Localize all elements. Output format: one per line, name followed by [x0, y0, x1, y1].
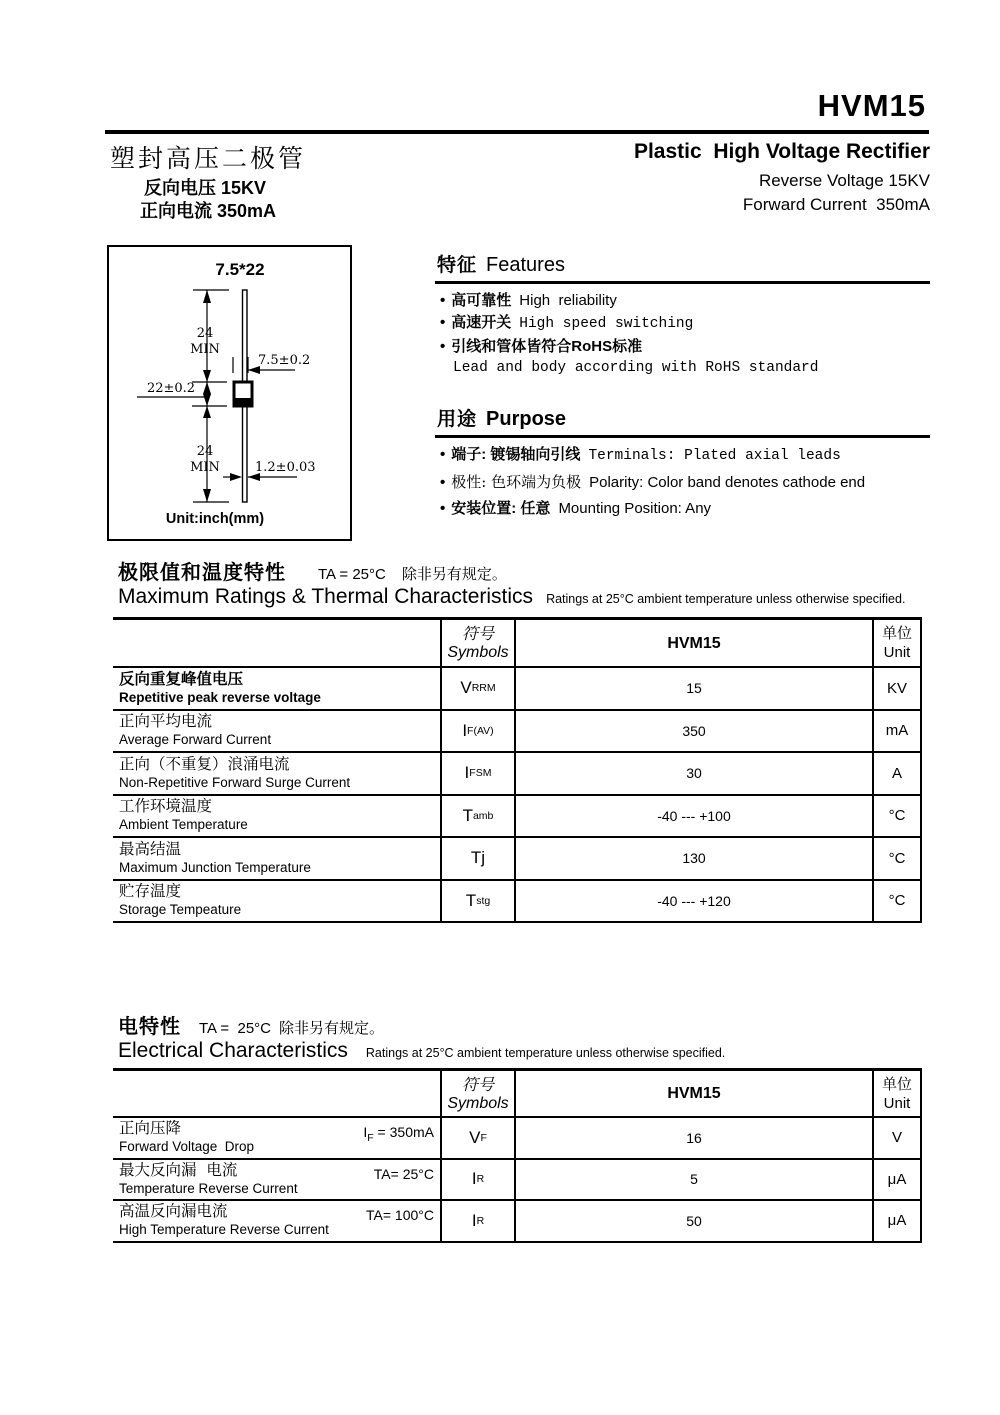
purpose-item: [440, 446, 930, 465]
symbol-cell: T stg: [440, 881, 514, 924]
purpose-section: [435, 404, 930, 526]
unit-cell: °C: [872, 796, 922, 839]
purpose-list: [435, 446, 930, 517]
bullet-icon: •: [440, 314, 446, 331]
value-cell: 350: [514, 711, 872, 754]
header-rule: [105, 130, 929, 134]
bullet-icon: •: [440, 446, 446, 463]
part-number: HVM15: [817, 88, 926, 123]
features-heading-en: Features: [486, 254, 565, 276]
max-ratings-condition-note: 除非另有规定。: [401, 565, 507, 583]
symbol-cell: I R: [440, 1160, 514, 1202]
arrow-down-bodybottom: [203, 394, 211, 406]
header-symbols-cell: [440, 1071, 514, 1118]
unit-cell: mA: [872, 711, 922, 754]
top-min-label: MIN: [190, 342, 220, 357]
bullet-icon: •: [440, 292, 446, 309]
symbols-header-en: Symbols: [447, 644, 509, 661]
feature-item: [440, 314, 930, 333]
symbol-cell: T amb: [440, 796, 514, 839]
package-diagram-svg: [109, 247, 346, 535]
unit-header-en: Unit: [883, 644, 911, 661]
purpose-en: Terminals: Plated axial leads: [588, 448, 841, 464]
feature-zh: 高可靠性: [451, 292, 512, 309]
unit-note: Unit:inch(mm): [165, 511, 265, 527]
body-length-label: 22±0.2: [146, 381, 196, 396]
purpose-en: Polarity: Color band denotes cathode end: [589, 474, 866, 491]
table-row-item: 正向平均电流 Average Forward Current: [113, 711, 440, 754]
features-section: [435, 250, 930, 376]
symbol-cell: I F(AV): [440, 711, 514, 754]
bottom-lead-length-label: 24: [196, 444, 214, 459]
value-cell: 5: [514, 1160, 872, 1202]
purpose-heading-zh: 用途: [437, 409, 478, 430]
package-diagram: [107, 245, 352, 541]
reverse-voltage-en: Reverse Voltage 15KV: [758, 171, 930, 190]
body-diameter-label: 7.5±0.2: [258, 353, 311, 368]
feature-item-continuation: Lead and body according with RoHS standard: [453, 360, 819, 376]
header-part-cell: [514, 620, 872, 668]
table-row-item: 正向（不重复）浪涌电流 Non-Repetitive Forward Surge Current: [113, 753, 440, 796]
purpose-item: [440, 474, 930, 491]
feature-item: [440, 292, 930, 309]
package-size-label: 7.5*22: [215, 260, 265, 279]
arrow-up-bodybottom: [203, 406, 211, 418]
title-zh: 塑封高压二极管: [110, 144, 307, 173]
feature-en: High reliability: [519, 292, 617, 309]
value-cell: -40 --- +120: [514, 881, 872, 924]
value-cell: 50: [514, 1201, 872, 1243]
feature-en: High speed switching: [519, 316, 694, 332]
max-ratings-table: [113, 617, 922, 923]
electrical-heading-zh: 电特性: [118, 1016, 181, 1038]
unit-cell: V: [872, 1118, 922, 1160]
purpose-heading-en: Purpose: [486, 408, 567, 430]
electrical-condition: TA = 25°C: [199, 1020, 272, 1037]
title-en: Plastic High Voltage Rectifier: [633, 140, 930, 163]
reverse-voltage-zh: 反向电压 15KV: [144, 178, 267, 198]
lead-dia-arrow-left: [230, 473, 242, 481]
test-condition: TA= 25°C: [373, 1165, 434, 1182]
unit-cell: μA: [872, 1160, 922, 1202]
max-ratings-heading-en-line: [118, 585, 905, 609]
table-row-item: 贮存温度 Storage Tempeature: [113, 881, 440, 924]
features-list: [435, 292, 930, 376]
table-row-item: 工作环境温度 Ambient Temperature: [113, 796, 440, 839]
table-row-item: 最高结温 Maximum Junction Temperature: [113, 838, 440, 881]
table-row-item: 反向重复峰值电压 Repetitive peak reverse voltage: [113, 668, 440, 711]
unit-header-zh: 单位: [881, 625, 912, 642]
symbol-cell: V RRM: [440, 668, 514, 711]
value-cell: 130: [514, 838, 872, 881]
symbol-cell: I FSM: [440, 753, 514, 796]
value-cell: -40 --- +100: [514, 796, 872, 839]
unit-cell: °C: [872, 881, 922, 924]
electrical-heading-en: Electrical Characteristics: [118, 1039, 348, 1062]
max-ratings-condition: TA = 25°C: [318, 566, 386, 583]
features-rule: [435, 281, 930, 284]
feature-zh: 高速开关: [451, 314, 512, 331]
header-symbols-cell: [440, 620, 514, 668]
feature-item: [440, 338, 930, 355]
part-header: HVM15: [667, 634, 721, 652]
part-header: HVM15: [667, 1085, 721, 1102]
purpose-item: [440, 500, 930, 517]
table-row-item: 高温反向漏电流 High Temperature Reverse Current TA= 100°C: [113, 1201, 440, 1243]
purpose-rule: [435, 435, 930, 438]
table-row-item: 正向压降 Forward Voltage Drop $I_F = 350mA$: [113, 1118, 440, 1160]
unit-header-en: Unit: [883, 1094, 911, 1112]
symbols-header-zh: 符号: [461, 624, 494, 643]
symbols-header-zh: 符号: [461, 1074, 494, 1094]
value-cell: 15: [514, 668, 872, 711]
cathode-band: [233, 398, 254, 406]
arrow-up-bodytop: [203, 382, 211, 394]
header-unit-cell: [872, 620, 922, 668]
bottom-min-label: MIN: [190, 460, 220, 475]
symbol-cell: V F: [440, 1118, 514, 1160]
electrical-condition-note: 除非另有规定。: [279, 1019, 385, 1037]
electrical-heading-en-line: [118, 1039, 725, 1063]
electrical-heading-zh-line: [118, 1010, 384, 1039]
purpose-heading: [435, 404, 930, 431]
bullet-icon: •: [440, 474, 446, 491]
symbol-cell: Tj: [440, 838, 514, 881]
forward-current-zh: 正向电流 350mA: [140, 201, 277, 221]
lead-diameter-label: 1.2±0.03: [255, 460, 316, 475]
unit-cell: A: [872, 753, 922, 796]
max-ratings-note-en: Ratings at 25°C ambient temperature unless otherwise specified.: [546, 592, 906, 606]
value-cell: 16: [514, 1118, 872, 1160]
purpose-zh: 极性: 色环端为负极: [451, 473, 582, 491]
forward-current-en: Forward Current 350mA: [742, 195, 930, 214]
electrical-note-en: Ratings at 25°C ambient temperature unless otherwise specified.: [365, 1046, 726, 1060]
unit-cell: μA: [872, 1201, 922, 1243]
max-ratings-heading-zh-line: [118, 556, 507, 585]
header-item-cell: [113, 620, 440, 668]
header-item-cell: [113, 1071, 440, 1118]
value-cell: 30: [514, 753, 872, 796]
purpose-zh: 安装位置: 任意: [451, 500, 551, 517]
header-unit-cell: [872, 1071, 922, 1118]
bullet-icon: •: [440, 338, 446, 355]
unit-cell: KV: [872, 668, 922, 711]
test-condition: TA= 100°C: [366, 1207, 434, 1223]
symbol-cell: I R: [440, 1201, 514, 1243]
arrow-up-top: [203, 290, 211, 303]
feature-zh: 引线和管体皆符合RoHS标准: [451, 338, 643, 355]
purpose-zh: 端子: 镀锡轴向引线: [451, 446, 581, 463]
purpose-en: Mounting Position: Any: [558, 500, 712, 517]
arrow-down-bodytop: [203, 370, 211, 382]
features-heading-zh: 特征: [437, 255, 478, 276]
header-part-cell: [514, 1071, 872, 1118]
unit-header-zh: 单位: [881, 1075, 912, 1093]
symbols-header-en: Symbols: [447, 1094, 509, 1112]
features-heading: [435, 250, 930, 277]
electrical-table: [113, 1068, 922, 1243]
max-ratings-heading-en: Maximum Ratings & Thermal Characteristics: [118, 585, 534, 608]
test-condition: $I_F = 350mA$: [363, 1124, 434, 1144]
unit-cell: °C: [872, 838, 922, 881]
top-lead-length-label: 24: [196, 326, 214, 341]
arrow-down-bottom: [203, 489, 211, 502]
table-row-item: 最大反向漏 电流 Temperature Reverse Current TA= 25°C: [113, 1160, 440, 1202]
bullet-icon: •: [440, 500, 446, 517]
max-ratings-heading-zh: 极限值和温度特性: [118, 562, 286, 584]
